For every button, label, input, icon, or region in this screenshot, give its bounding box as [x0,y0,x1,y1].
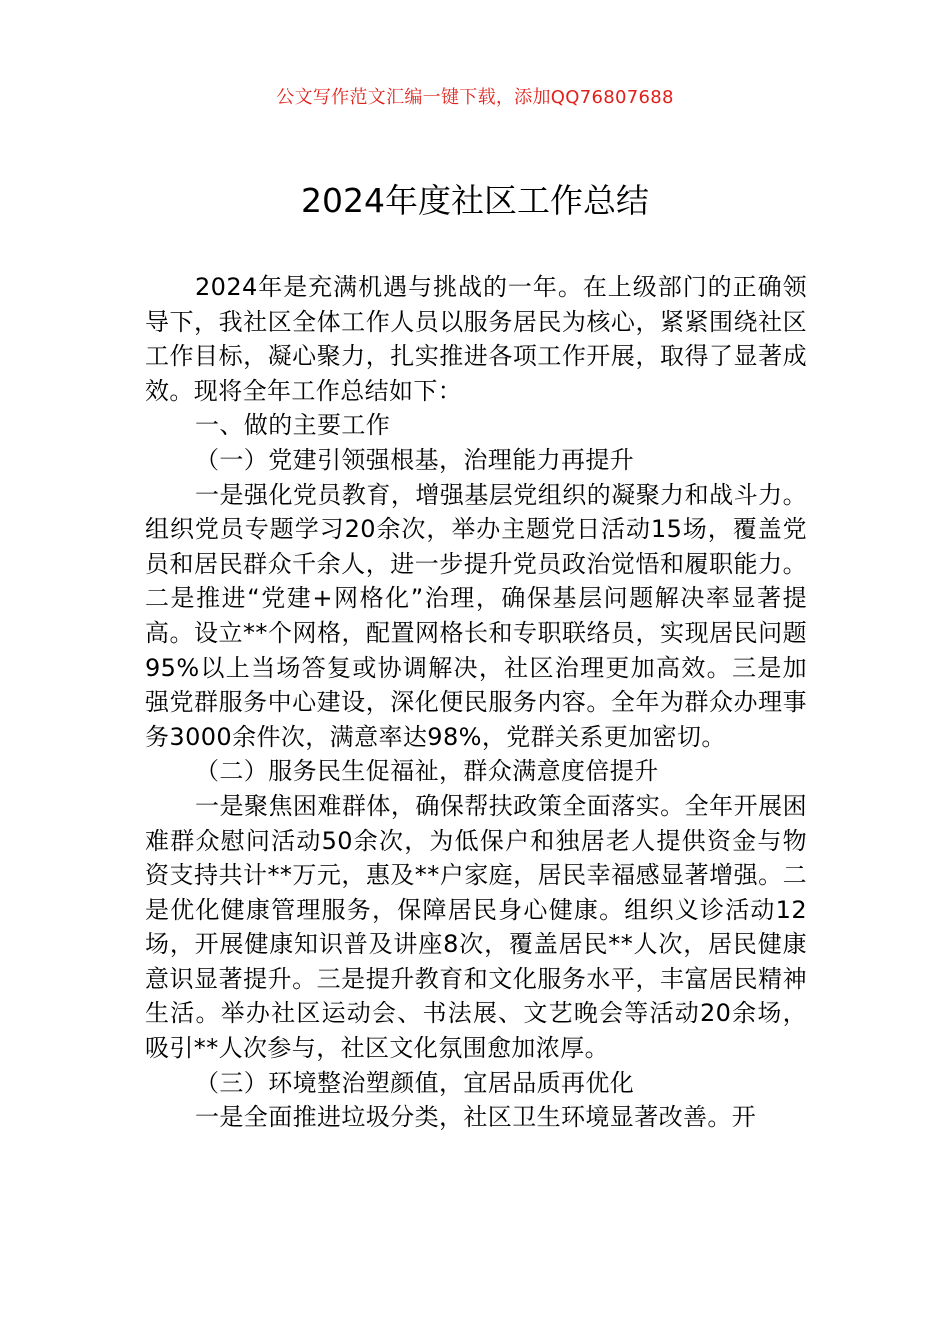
section-heading-main-work: 一、做的主要工作 [195,411,391,440]
promo-banner: 公文写作范文汇编一键下载，添加QQ76807688 [276,87,674,108]
document-body [145,270,807,1135]
intro-paragraph: 2024年是充满机遇与挑战的一年。在上级部门的正确领导下，我社区全体工作人员以服务居民为核心，紧紧围绕社区工作目标，凝心聚力，扎实推进各项工作开展，取得了显著成效。现将全年工作总结如下： [145,273,807,405]
subsection-heading-livelihood: （二）服务民生促福祉，群众满意度倍提升 [195,757,659,786]
livelihood-paragraph: 一是聚焦困难群体，确保帮扶政策全面落实。全年开展困难群众慰问活动50余次，为低保户和独居老人提供资金与物资支持共计**万元，惠及**户家庭，居民幸福感显著增强。二是优化健康管理服务，保障居民身心健康。组织义诊活动12场，开展健康知识普及讲座8次，覆盖居民**人次，居民健康意识显著提升。三是提升教育和文化服务水平，丰富居民精神生活。举办社区运动会、书法展、文艺晚会等活动20余场，吸引**人次参与，社区文化氛围愈加浓厚。 [145,791,807,1063]
environment-paragraph: 一是全面推进垃圾分类，社区卫生环境显著改善。开 [195,1103,757,1132]
subsection-heading-environment: （三）环境整治塑颜值，宜居品质再优化 [195,1068,635,1097]
document-title: 2024年度社区工作总结 [301,181,649,220]
subsection-heading-party-building: （一）党建引领强根基，治理能力再提升 [195,445,635,474]
party-building-paragraph: 一是强化党员教育，增强基层党组织的凝聚力和战斗力。组织党员专题学习20余次，举办主题党日活动15场，覆盖党员和居民群众千余人，进一步提升党员政治觉悟和履职能力。二是推进“党建+网格化”治理，确保基层问题解决率显著提高。设立**个网格，配置网格长和专职联络员，实现居民问题95%以上当场答复或协调解决，社区治理更加高效。三是加强党群服务中心建设，深化便民服务内容。全年为群众办理事务3000余件次，满意率达98%，党群关系更加密切。 [145,480,807,751]
